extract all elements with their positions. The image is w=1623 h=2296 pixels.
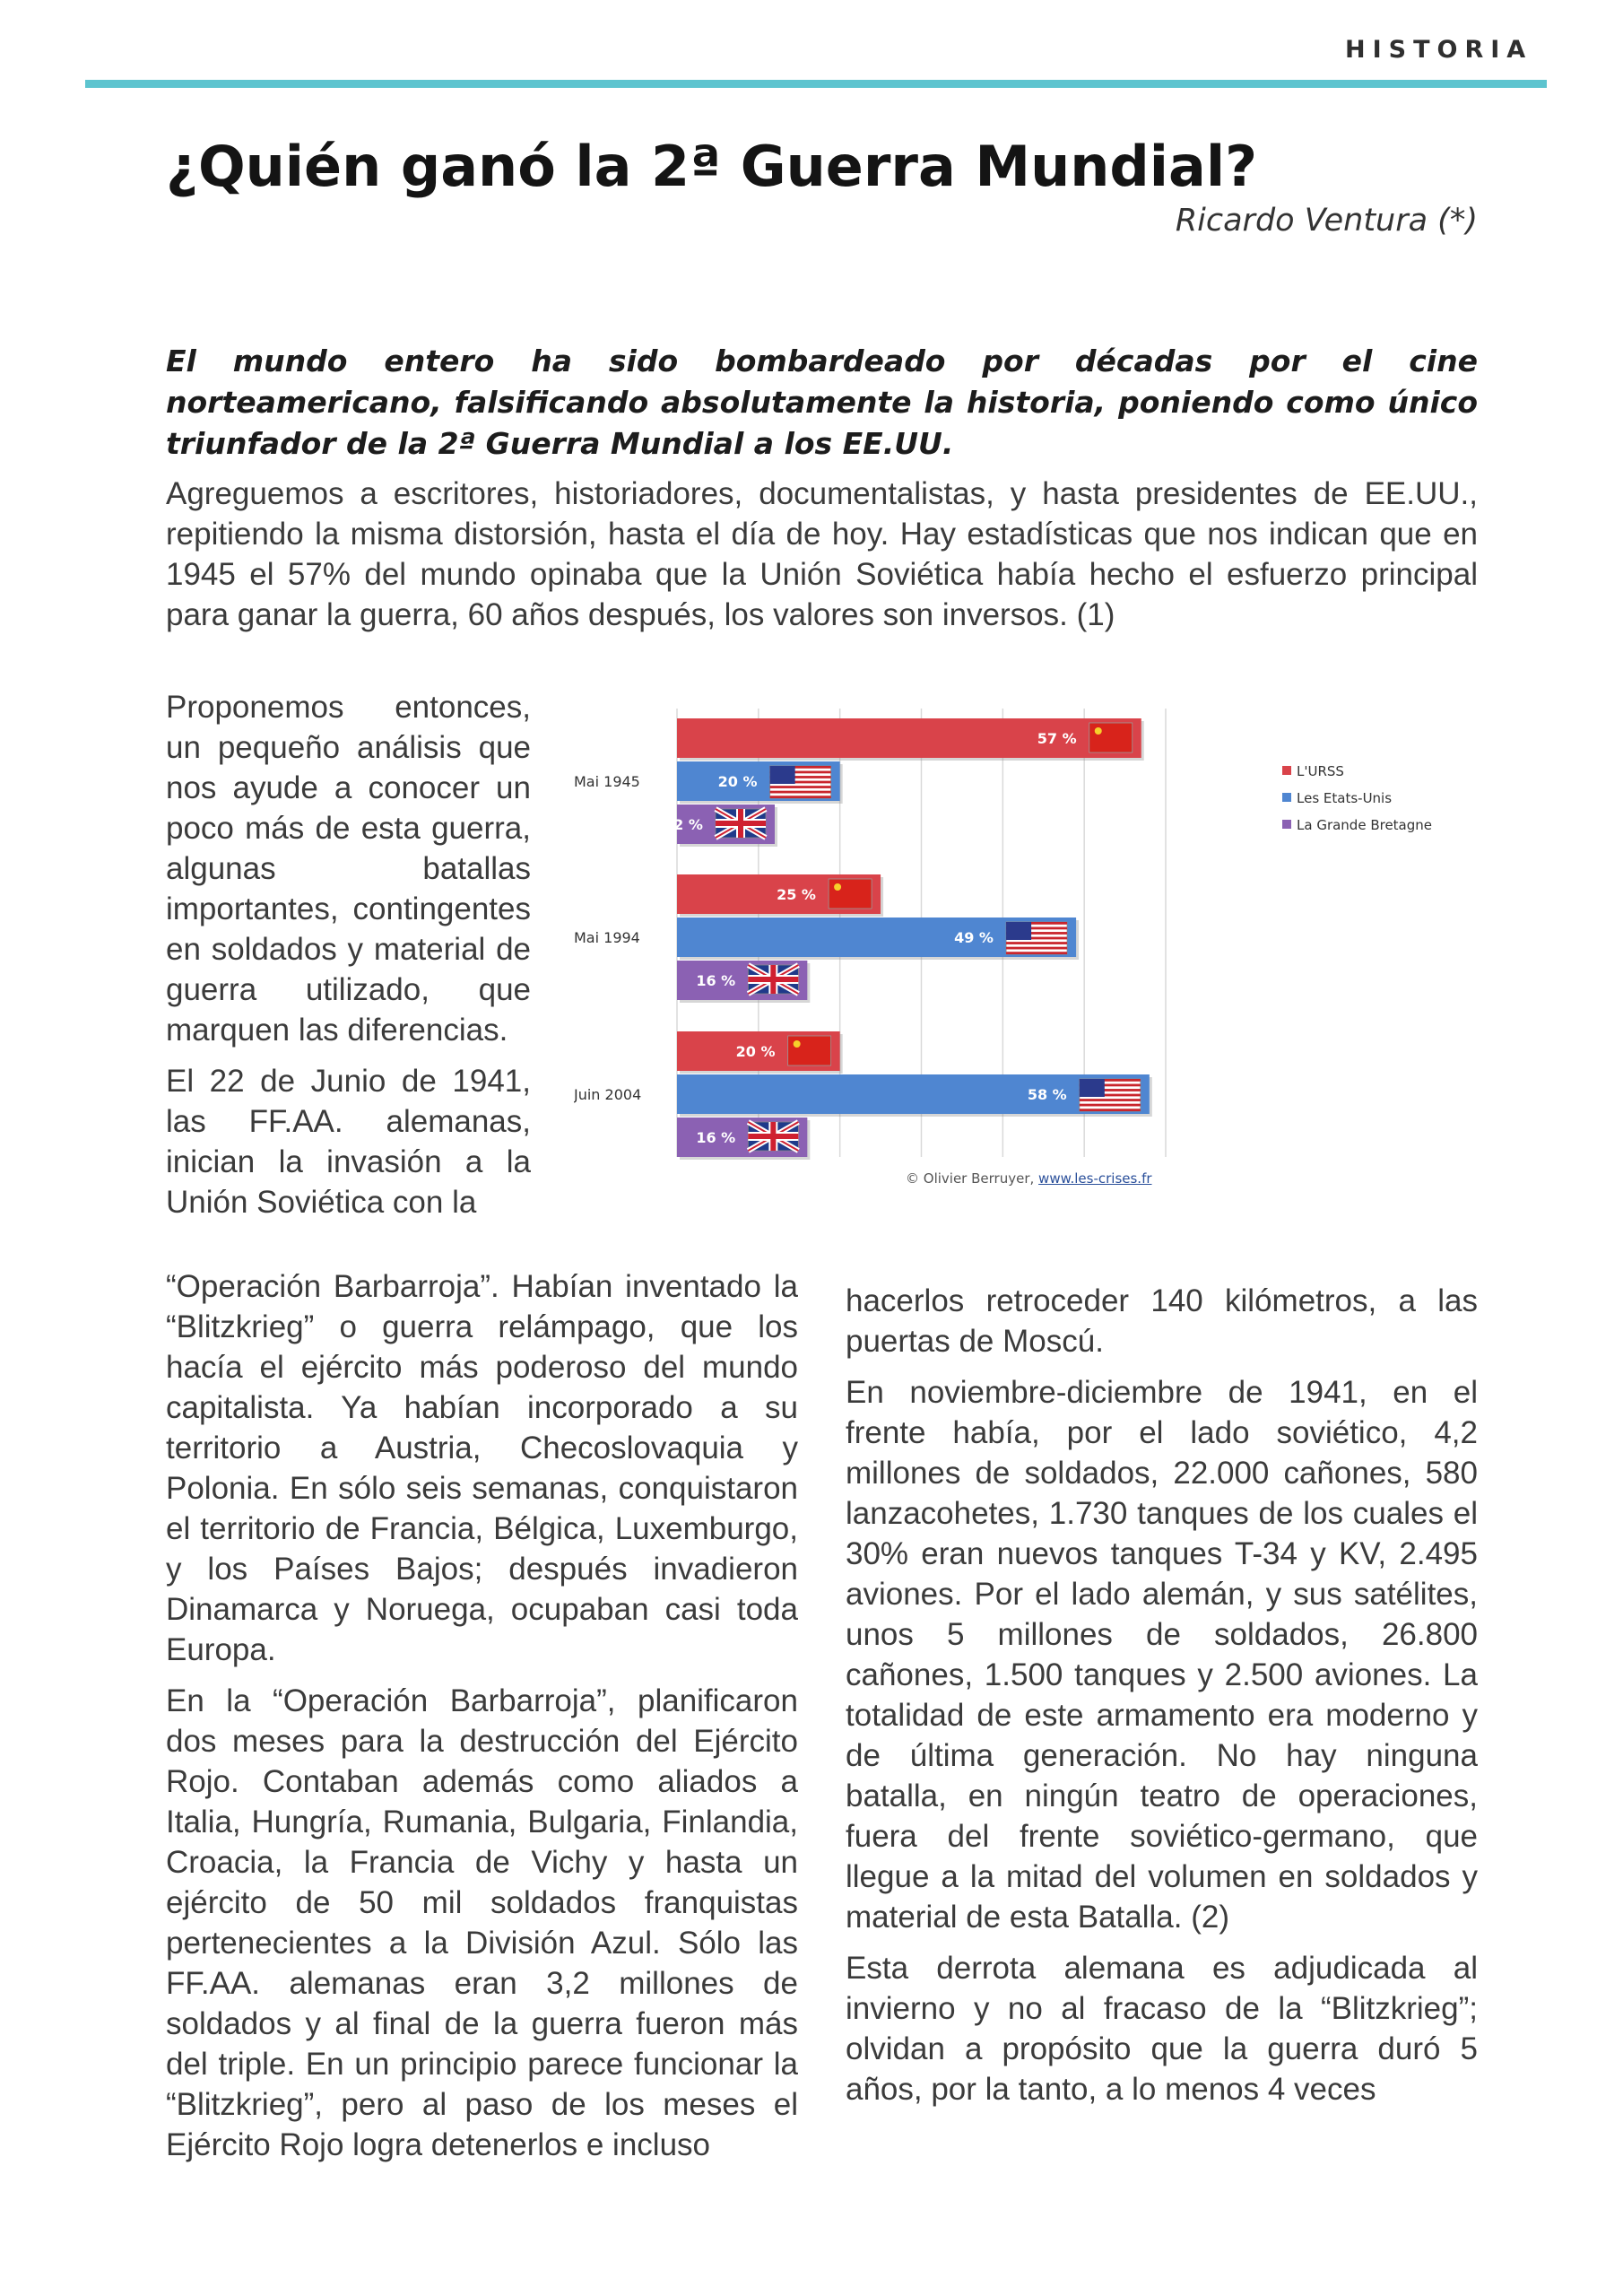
chart-data-label: 20 %	[717, 773, 758, 790]
ussr-flag-icon	[1089, 723, 1133, 752]
chart-legend-swatch	[1282, 766, 1291, 775]
body-paragraph: hacerlos retroceder 140 kilómetros, a las puertas de Moscú.	[846, 1283, 1478, 1359]
right-column	[846, 1281, 1478, 2120]
chart-category-label: Mai 1994	[574, 929, 640, 946]
body-paragraph: “Operación Barbarroja”. Habían inventado la “Blitzkrieg” o guerra relámpago, que los hacía el ejército más poderoso del mundo capitalista. Ya habían incorporado a su territorio a Austria, Checoslovaquia y Polonia. En sólo seis semanas, conquistaron el territorio de Francia, Bélgica, Luxemburgo, y los Países Bajos; después invadieron Dinamarca y Noruega, ocupaban casi toda Europa.	[166, 1269, 798, 1667]
chart-legend-label: La Grande Bretagne	[1297, 817, 1433, 833]
body-paragraph: Esta derrota alemana es adjudicada al invierno y no al fracaso de la “Blitzkrieg”; olvidan a propósito que la guerra duró 5 años, por la tanto, a lo menos 4 veces	[846, 1951, 1478, 2107]
chart-data-label: 16 %	[696, 1129, 736, 1146]
usa-flag-canton	[1006, 922, 1031, 940]
chart-legend-label: Les Etats-Unis	[1297, 790, 1393, 806]
chart-category-label: Mai 1945	[574, 773, 640, 790]
usa-flag-stripe	[770, 786, 831, 788]
uk-flag-cross-red	[748, 1134, 798, 1139]
uk-flag-cross-red	[716, 821, 766, 826]
body-paragraph: Proponemos entonces, un pequeño análisis que nos ayude a conocer un poco más de esta guerra, algunas batallas importantes, contingentes en soldados y material de guerra utilizado, que marquen las diferencias.	[166, 690, 531, 1048]
chart-data-label: 25 %	[777, 886, 816, 903]
chart-data-label: 16 %	[696, 972, 736, 989]
usa-flag-stripe	[1080, 1109, 1141, 1111]
uk-flag-cross-red	[748, 977, 798, 982]
ussr-flag-emblem	[1095, 727, 1102, 735]
chart-legend-swatch	[1282, 793, 1291, 802]
chart-bar	[677, 1074, 1150, 1114]
chart-legend-label: L'URSS	[1297, 763, 1344, 779]
chart-data-label: 20 %	[735, 1043, 776, 1060]
ussr-flag-icon	[829, 879, 872, 909]
chart-credit	[906, 1170, 1264, 1187]
usa-flag-canton	[1080, 1079, 1105, 1097]
usa-flag-stripe	[1006, 942, 1067, 944]
article-intro: Agreguemos a escritores, historiadores, documentalistas, y hasta presidentes de EE.UU., repitiendo la misma distorsión, hasta el día de hoy. Hay estadísticas que nos indican que en 1945 el 57% del mundo opinaba que la Unión Soviética había hecho el esfuerzo principal para ganar la guerra, 60 años después, los valores son inversos. (1)	[166, 476, 1478, 632]
usa-flag-stripe	[1006, 947, 1067, 950]
chart-category-label: Juin 2004	[574, 1086, 642, 1103]
article-lead: El mundo entero ha sido bombardeado por décadas por el cine norteamericano, falsificando absolutamente la historia, poniendo como único triunfador de la 2ª Guerra Mundial a los EE.UU.	[166, 344, 1478, 461]
ussr-flag-emblem	[794, 1040, 801, 1048]
top-rule	[85, 80, 1547, 88]
chart-legend-swatch	[1282, 820, 1291, 829]
usa-flag-canton	[770, 766, 795, 784]
chart-credit-prefix: © Olivier Berruyer,	[906, 1170, 1035, 1187]
body-paragraph: En noviembre-diciembre de 1941, en el frente había, por el lado soviético, 4,2 millones de soldados, 22.000 cañones, 580 lanzacohetes, 1.730 tanques de los cuales el 30% eran nuevos tanques T-34 y KV, 2.495 aviones. Por el lado alemán, y sus satélites, unos 5 millones de soldados, 26.800 cañones, 1.500 tanques y 2.500 aviones. La totalidad de este armamento era moderno y de última generación. No hay ninguna batalla, en ningún teatro de operaciones, fuera del frente soviético-germano, que llegue a la mitad del volumen en soldados y material de esta Batalla. (2)	[846, 1375, 1478, 1935]
section-tag: HISTORIA	[1345, 36, 1533, 64]
chart-svg	[574, 691, 1480, 1202]
ussr-flag-emblem	[834, 883, 841, 891]
ussr-flag-icon	[788, 1036, 831, 1065]
usa-flag-stripe	[1080, 1104, 1141, 1107]
usa-flag-stripe	[770, 791, 831, 794]
article-title: ¿Quién ganó la 2ª Guerra Mundial?	[166, 134, 1258, 199]
usa-flag-stripe	[770, 796, 831, 798]
body-paragraph: El 22 de Junio de 1941, las FF.AA. alemanas, inician la invasión a la Unión Soviética con la	[166, 1064, 531, 1220]
narrow-column	[166, 687, 531, 1233]
chart-data-label: 49 %	[954, 929, 994, 946]
chart-data-label: 57 %	[1037, 730, 1077, 747]
chart-data-label: 12 %	[664, 816, 703, 833]
opinion-bar-chart	[574, 691, 1480, 1202]
chart-credit-link[interactable]: www.les-crises.fr	[1038, 1170, 1152, 1187]
article-author: Ricardo Ventura (*)	[1175, 203, 1478, 239]
usa-flag-stripe	[1006, 952, 1067, 954]
left-column	[166, 1266, 798, 2176]
usa-flag-stripe	[1080, 1099, 1141, 1101]
chart-data-label: 58 %	[1027, 1086, 1067, 1103]
body-paragraph: En la “Operación Barbarroja”, planificaron dos meses para la destrucción del Ejército Rojo. Contaban además como aliados a Italia, Hungría, Rumania, Bulgaria, Finlandia, Croacia, la Francia de Vichy y hasta un ejército de 50 mil soldados franquistas pertenecientes a la División Azul. Sólo las FF.AA. alemanas eran 3,2 millones de soldados y al final de la guerra fueron más del triple. En un principio parece funcionar la “Blitzkrieg”, pero al paso de los meses el Ejército Rojo logra detenerlos e incluso	[166, 1683, 798, 2162]
